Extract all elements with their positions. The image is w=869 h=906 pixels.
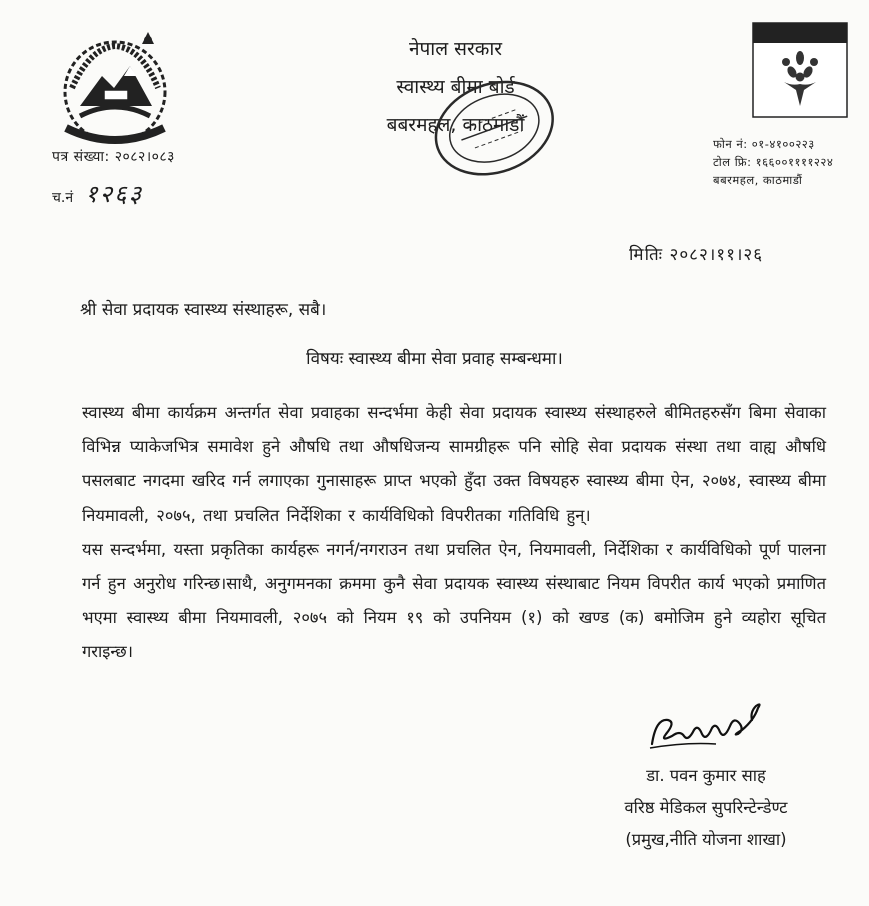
org-line-address: बबरमहल, काठमाडौं <box>386 114 525 136</box>
body-paragraph-2: यस सन्दर्भमा, यस्ता प्रकृतिका कार्यहरू नगर्न/नगराउन तथा प्रचलित ऐन, नियमावली, निर्देशिका र कार्यविधिको पूर्ण पालना गर्न हुन अनुरोध गरिन्छ।साथै, अनुगमनका क्रममा कुनै सेवा प्रदायक स्वास्थ्य संस्थाबाट नियम विपरीत कार्य भएको प्रमाणित भएमा स्वास्थ्य बीमा नियमावली, २०७५ को नियम १९ को उपनियम (१) को खण्ड (क) बमोजिम हुने व्यहोरा सूचित गराइन्छ। <box>82 539 826 662</box>
signature-icon <box>646 700 771 752</box>
dispatch-number-label: च.नं <box>52 190 74 206</box>
dispatch-number-row <box>52 177 143 210</box>
signer-designation: वरिष्ठ मेडिकल सुपरिन्टेन्डेण्ट <box>624 798 788 817</box>
contact-phone: फोन नं: ०१-४१००२२३ <box>713 137 815 151</box>
signer-section: (प्रमुख,नीति योजना शाखा) <box>625 830 787 849</box>
dispatch-number-value: १२६३ <box>85 180 144 208</box>
signer-name: डा. पवन कुमार साह <box>646 766 766 785</box>
signer-block <box>586 760 826 856</box>
health-insurance-logo-icon <box>752 22 848 118</box>
nepal-emblem-icon <box>50 28 180 150</box>
body-paragraph-1: स्वास्थ्य बीमा कार्यक्रम अन्तर्गत सेवा प्रवाहका सन्दर्भमा केही सेवा प्रदायक स्वास्थ्य संस्थाहरुले बीमितहरुसँग बिमा सेवाका विभिन्न प्याकेजभित्र समावेश हुने औषधि तथा औषधिजन्य सामग्रीहरू पनि सोहि सेवा प्रदायक संस्था तथा वाह्य औषधि पसलबाट नगदमा खरिद गर्न लगाएका गुनासाहरू प्राप्त भएको हुँदा उक्त विषयहरु स्वास्थ्य बीमा ऐन, २०७४, स्वास्थ्य बीमा नियमावली, २०७५, तथा प्रचलित निर्देशिका र कार्यविधिको विपरीतका गतिविधि हुन्। <box>82 403 826 525</box>
org-line-government: नेपाल सरकार <box>408 38 503 60</box>
letter-date: मितिः २०८२।११।२६ <box>629 245 764 265</box>
official-stamp-icon <box>420 70 570 190</box>
subject-line: विषयः स्वास्थ्य बीमा सेवा प्रवाह सम्बन्धमा। <box>306 349 563 369</box>
letter-body <box>82 396 826 670</box>
org-line-board: स्वास्थ्य बीमा बोर्ड <box>396 76 515 98</box>
contact-address: बबरमहल, काठमाडौं <box>713 173 803 187</box>
recipient-line: श्री सेवा प्रदायक स्वास्थ्य संस्थाहरू, सबै। <box>80 300 327 320</box>
contact-tollfree: टोल फ्रि: १६६००११११२२४ <box>713 155 834 169</box>
letter-reference-number: पत्र संख्या: २०८२।०८३ <box>52 149 175 165</box>
contact-info <box>713 135 833 189</box>
